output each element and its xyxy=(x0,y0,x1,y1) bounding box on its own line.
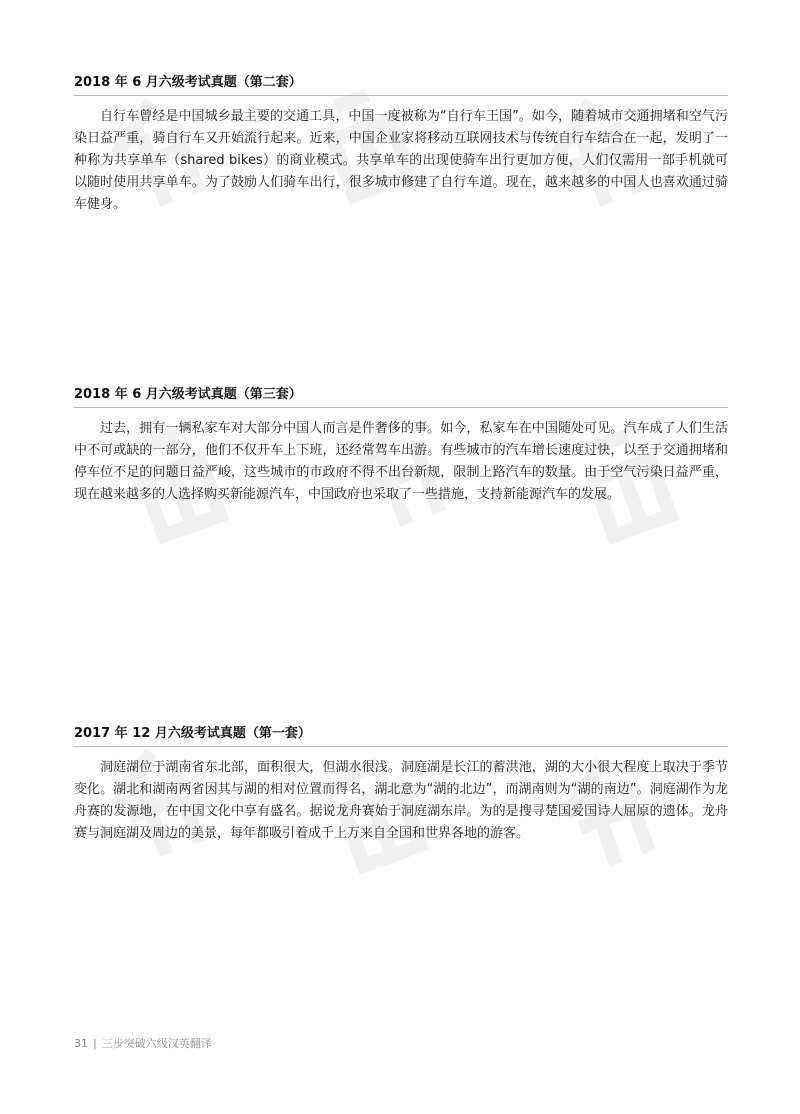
section-paragraph: 自行车曾经是中国城乡最主要的交通工具，中国一度被称为“自行车王国”。如今，随着城市交通拥堵和空气污染日益严重，骑自行车又开始流行起来。近来，中国企业家将移动互联网技术与传统自行车结合在一起，发明了一种称为共享单车（shared bikes）的商业模式。共享单车的出现使骑车出行更加方便，人们仅需用一部手机就可以随时使用共享单车。为了鼓励人们骑车出行，很多城市修建了自行车道。现在，越来越多的中国人也喜欢通过骑车健身。 xyxy=(74,109,728,212)
exam-section-2018-june-set2 xyxy=(74,74,728,216)
section-paragraph: 过去，拥有一辆私家车对大部分中国人而言是件奢侈的事。如今，私家车在中国随处可见。汽车成了人们生活中不可或缺的一部分，他们不仅开车上下班，还经常驾车出游。有些城市的汽车增长速度过快，以至于交通拥堵和停车位不足的问题日益严峻，这些城市的市政府不得不出台新规，限制上路汽车的数量。由于空气污染日益严重，现在越来越多的人选择购买新能源汽车，中国政府也采取了一些措施，支持新能源汽车的发展。 xyxy=(74,421,728,502)
section-heading: 2017 年 12 月六级考试真题（第一套） xyxy=(74,725,728,747)
page-footer xyxy=(74,1035,212,1051)
section-heading: 2018 年 6 月六级考试真题（第二套） xyxy=(74,74,728,96)
exam-section-2018-june-set3 xyxy=(74,386,728,506)
book-title: 三步突破六级汉英翻译 xyxy=(101,1037,212,1050)
footer-separator: | xyxy=(93,1037,97,1050)
section-heading: 2018 年 6 月六级考试真题（第三套） xyxy=(74,386,728,408)
exam-section-2017-december-set1 xyxy=(74,725,728,845)
section-paragraph: 洞庭湖位于湖南省东北部，面积很大，但湖水很浅。洞庭湖是长江的蓄洪池，湖的大小很大程度上取决于季节变化。湖北和湖南两省因其与湖的相对位置而得名，湖北意为“湖的北边”，而湖南则为“湖的南边”。洞庭湖作为龙舟赛的发源地，在中国文化中享有盛名。据说龙舟赛始于洞庭湖东岸。为的是搜寻楚国爱国诗人屈原的遗体。龙舟赛与洞庭湖及周边的美景，每年都吸引着成千上万来自全国和世界各地的游客。 xyxy=(74,760,728,841)
page-number: 31 xyxy=(74,1037,88,1050)
